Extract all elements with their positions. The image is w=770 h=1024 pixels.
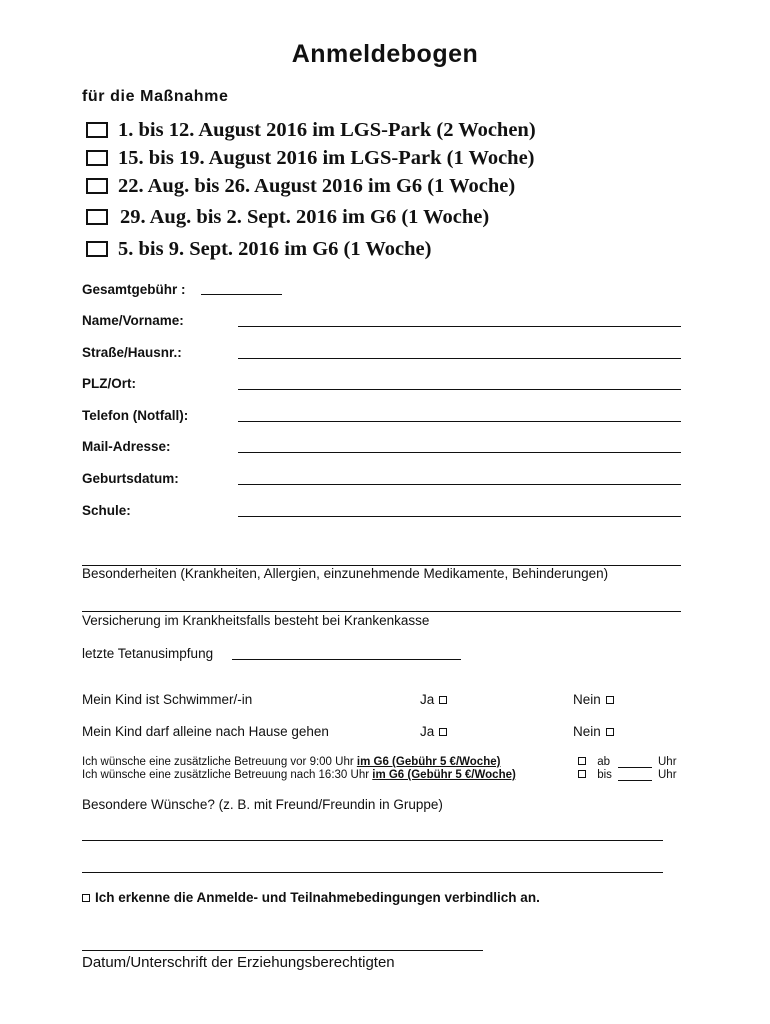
swimmer-yes-label: Ja xyxy=(420,692,435,707)
care-morning-option[interactable] xyxy=(578,756,610,768)
measure-subtitle: für die Maßnahme xyxy=(82,88,229,105)
care-morning-ab-label: ab xyxy=(597,756,610,768)
wishes-field-1[interactable] xyxy=(82,840,663,841)
option-4[interactable] xyxy=(86,205,489,229)
care-morning-checkbox[interactable] xyxy=(578,757,586,765)
option-5-checkbox[interactable] xyxy=(86,241,108,257)
fee-label: Gesamtgebühr : xyxy=(82,282,186,297)
care-morning-fee: im G6 (Gebühr 5 €/Woche) xyxy=(356,756,501,768)
care-morning-time-field[interactable] xyxy=(618,767,652,768)
agreement-option[interactable] xyxy=(82,890,540,905)
care-evening-text xyxy=(82,769,516,781)
agreement-checkbox[interactable] xyxy=(82,894,90,902)
swimmer-yes-option[interactable] xyxy=(420,692,447,707)
birthdate-field[interactable] xyxy=(238,484,681,485)
option-3[interactable] xyxy=(86,174,515,198)
fee-field[interactable] xyxy=(201,294,282,295)
swimmer-yes-checkbox[interactable] xyxy=(439,696,447,704)
care-morning-label: Ich wünsche eine zusätzliche Betreuung vor 9:00 Uhr xyxy=(82,756,357,768)
option-1[interactable] xyxy=(86,118,536,142)
insurance-field[interactable] xyxy=(82,611,681,612)
school-label: Schule: xyxy=(82,503,131,518)
form-title: Anmeldebogen xyxy=(291,40,479,68)
wishes-field-2[interactable] xyxy=(82,872,663,873)
phone-field[interactable] xyxy=(238,421,681,422)
street-label: Straße/Hausnr.: xyxy=(82,345,182,360)
special-label: Besonderheiten (Krankheiten, Allergien, einzunehmende Medikamente, Behinderungen) xyxy=(82,566,609,581)
home-alone-no-label: Nein xyxy=(573,724,601,739)
option-5-label: 5. bis 9. Sept. 2016 im G6 (1 Woche) xyxy=(118,237,432,260)
option-5[interactable] xyxy=(86,237,431,261)
insurance-label: Versicherung im Krankheitsfalls besteht bei Krankenkasse xyxy=(82,613,430,628)
option-3-label: 22. Aug. bis 26. August 2016 im G6 (1 Woche) xyxy=(118,174,516,197)
tetanus-label: letzte Tetanusimpfung xyxy=(82,646,214,661)
zip-city-field[interactable] xyxy=(238,389,681,390)
option-1-label: 1. bis 12. August 2016 im LGS-Park (2 Wochen) xyxy=(118,118,536,141)
name-label: Name/Vorname: xyxy=(82,313,184,328)
swimmer-no-label: Nein xyxy=(573,692,601,707)
care-morning-text xyxy=(82,756,500,768)
swimmer-no-option[interactable] xyxy=(573,692,614,707)
option-3-checkbox[interactable] xyxy=(86,178,108,194)
option-2-checkbox[interactable] xyxy=(86,150,108,166)
care-evening-label: Ich wünsche eine zusätzliche Betreuung nach 16:30 Uhr xyxy=(82,769,373,781)
care-morning-unit: Uhr xyxy=(658,756,677,768)
care-evening-checkbox[interactable] xyxy=(578,770,586,778)
home-alone-no-checkbox[interactable] xyxy=(606,728,614,736)
street-field[interactable] xyxy=(238,358,681,359)
care-evening-bis-label: bis xyxy=(597,769,612,781)
birthdate-label: Geburtsdatum: xyxy=(82,471,179,486)
zip-city-label: PLZ/Ort: xyxy=(82,376,136,391)
agreement-label: Ich erkenne die Anmelde- und Teilnahmebedingungen verbindlich an. xyxy=(95,890,540,905)
care-evening-unit: Uhr xyxy=(658,769,677,781)
care-evening-fee: im G6 (Gebühr 5 €/Woche) xyxy=(372,769,516,781)
option-4-label: 29. Aug. bis 2. Sept. 2016 im G6 (1 Woche) xyxy=(120,205,490,228)
school-field[interactable] xyxy=(238,516,681,517)
tetanus-field[interactable] xyxy=(232,659,461,660)
swimmer-question: Mein Kind ist Schwimmer/-in xyxy=(82,692,253,707)
home-alone-yes-option[interactable] xyxy=(420,724,447,739)
option-4-checkbox[interactable] xyxy=(86,209,108,225)
home-alone-yes-label: Ja xyxy=(420,724,435,739)
phone-label: Telefon (Notfall): xyxy=(82,408,189,423)
home-alone-no-option[interactable] xyxy=(573,724,614,739)
signature-field[interactable] xyxy=(82,950,483,951)
home-alone-yes-checkbox[interactable] xyxy=(439,728,447,736)
email-field[interactable] xyxy=(238,452,681,453)
signature-label: Datum/Unterschrift der Erziehungsberechtigten xyxy=(82,954,395,971)
care-evening-time-field[interactable] xyxy=(618,780,652,781)
home-alone-question: Mein Kind darf alleine nach Hause gehen xyxy=(82,724,329,739)
wishes-label: Besondere Wünsche? (z. B. mit Freund/Freundin in Gruppe) xyxy=(82,797,443,812)
option-1-checkbox[interactable] xyxy=(86,122,108,138)
email-label: Mail-Adresse: xyxy=(82,439,171,454)
swimmer-no-checkbox[interactable] xyxy=(606,696,614,704)
option-2[interactable] xyxy=(86,146,535,170)
name-field[interactable] xyxy=(238,326,681,327)
option-2-label: 15. bis 19. August 2016 im LGS-Park (1 Woche) xyxy=(118,146,535,169)
care-evening-option[interactable] xyxy=(578,769,612,781)
